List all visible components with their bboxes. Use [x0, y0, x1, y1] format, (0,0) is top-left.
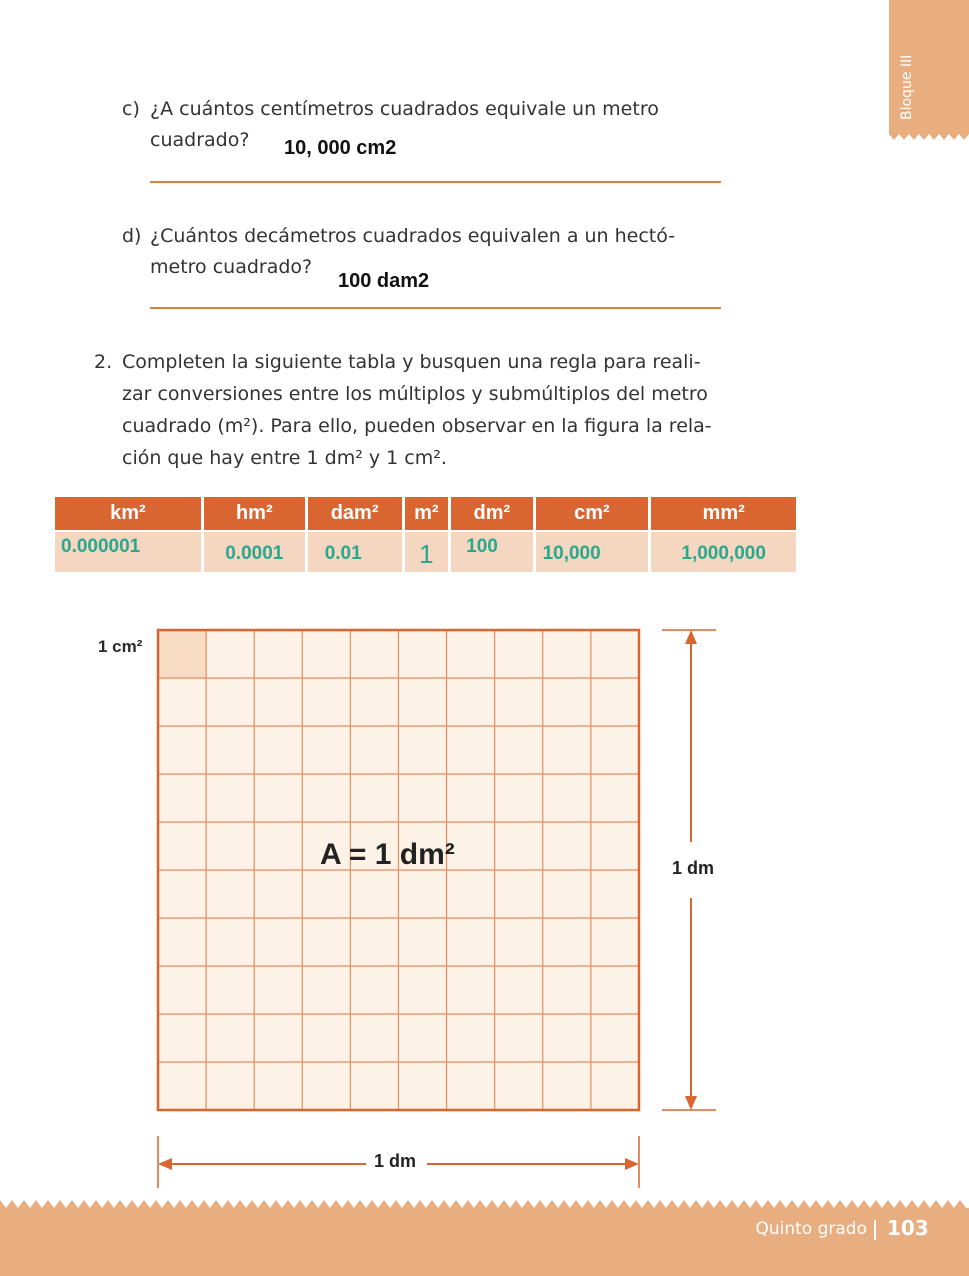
exercise-2-line-1: Completen la siguiente tabla y busquen una regla para reali- [122, 351, 701, 373]
header-km2: km² [55, 497, 202, 531]
dm2-figure [150, 620, 730, 1200]
arrow-down-icon [685, 1096, 697, 1110]
arrow-left-icon [158, 1158, 172, 1170]
area-label: A = 1 dm² [320, 838, 455, 871]
height-label: 1 dm [672, 858, 715, 878]
value-km2: 0.000001 [55, 531, 202, 572]
page-number: 103 [887, 1216, 929, 1240]
value-mm2: 1,000,000 [650, 531, 796, 572]
header-dam2: dam² [306, 497, 403, 531]
header-dm2: dm² [450, 497, 534, 531]
exercise-2-number: 2. [94, 351, 113, 373]
question-d-line1: ¿Cuántos decámetros cuadrados equivalen a un hectó- [150, 225, 676, 247]
header-m2: m² [403, 497, 450, 531]
header-hm2: hm² [202, 497, 306, 531]
value-m2: 1 [403, 531, 450, 572]
table-value-row [55, 531, 796, 572]
highlighted-cm2-cell [158, 630, 206, 678]
question-c-line2: cuadrado? [150, 129, 250, 151]
question-d-answer: 100 dam2 [338, 270, 430, 292]
footer-grade: Quinto grado [755, 1219, 867, 1239]
question-d-line2: metro cuadrado? [150, 256, 313, 278]
value-dam2: 0.01 [306, 531, 403, 572]
bloque-label: Bloque III [899, 54, 915, 120]
arrow-right-icon [625, 1158, 639, 1170]
exercise-2-line-2: zar conversiones entre los múltiplos y submúltiplos del metro [122, 383, 708, 405]
table-header-row [55, 497, 796, 531]
question-c-answer: 10, 000 cm2 [284, 137, 397, 159]
value-cm2: 10,000 [534, 531, 650, 572]
footer-separator [874, 1220, 876, 1240]
exercise-2-line-4: ción que hay entre 1 dm² y 1 cm². [122, 447, 447, 469]
value-hm2: 0.0001 [202, 531, 306, 572]
header-mm2: mm² [650, 497, 796, 531]
width-label: 1 dm [374, 1151, 417, 1171]
cell-label: 1 cm² [98, 637, 143, 656]
question-c-answer-line [150, 181, 721, 183]
question-c-line1: ¿A cuántos centímetros cuadrados equivale un metro [150, 98, 659, 120]
question-d-answer-line [150, 307, 721, 309]
bloque-tab [889, 0, 969, 134]
question-c-label: c) [122, 98, 140, 120]
value-dm2: 100 [450, 531, 534, 572]
tab-zigzag [889, 130, 969, 142]
exercise-2-line-3: cuadrado (m²). Para ello, pueden observar en la figura la rela- [122, 415, 712, 437]
arrow-up-icon [685, 630, 697, 644]
question-d-label: d) [122, 225, 142, 247]
conversion-table [55, 497, 796, 572]
header-cm2: cm² [534, 497, 650, 531]
